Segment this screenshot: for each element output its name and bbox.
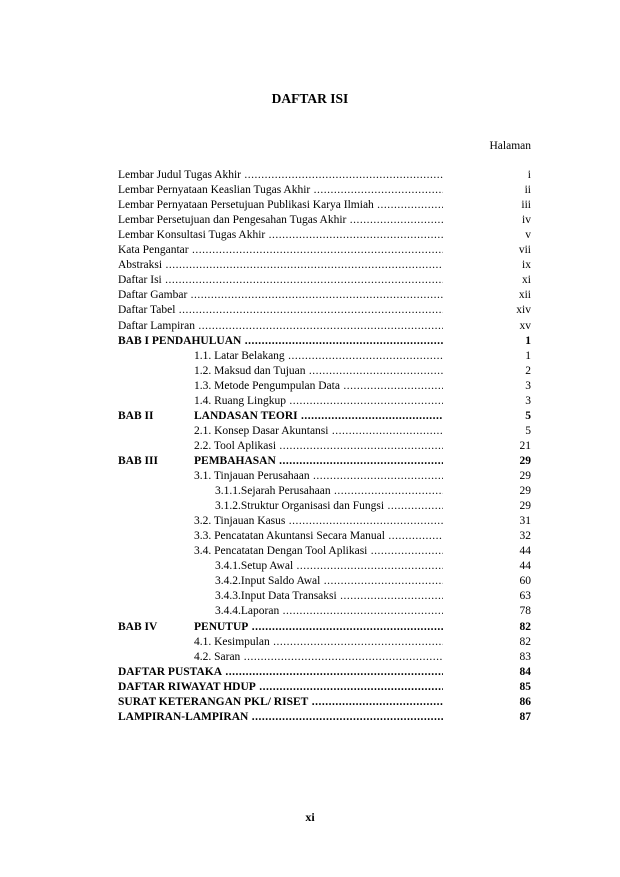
toc-entry-label: 3.1. Tinjauan Perusahaan ..... <box>194 469 443 484</box>
toc-entry-label: DAFTAR PUSTAKA ..... <box>118 665 443 680</box>
toc-entry-page: 84 <box>519 665 531 678</box>
toc-entry-page: i <box>527 169 531 181</box>
toc-chapter-number: BAB III <box>118 454 158 467</box>
toc-entry-page: iv <box>522 214 531 227</box>
toc-entry <box>118 439 531 454</box>
toc-entry-page: ix <box>522 259 531 272</box>
toc-entry-label: 1.1. Latar Belakang ..... <box>194 349 443 364</box>
toc-entry <box>118 258 531 273</box>
toc-entry <box>118 228 531 243</box>
toc-entry <box>118 273 531 288</box>
toc-entry-page: 29 <box>519 485 531 498</box>
toc-entry-label: Lembar Pernyataan Persetujuan Publikasi Karya Ilmiah ..... <box>118 198 443 213</box>
toc-entry <box>118 168 531 183</box>
toc-entry-label: 1.2. Maksud dan Tujuan ..... <box>194 364 443 379</box>
toc-chapter-number: BAB II <box>118 409 154 422</box>
toc-entry <box>118 288 531 303</box>
toc-entry-page: 5 <box>525 409 531 422</box>
toc-entry <box>118 604 531 619</box>
toc-entry-label: 3.1.2.Struktur Organisasi dan Fungsi ..... <box>215 499 443 514</box>
toc-entry <box>118 650 531 665</box>
toc-entry <box>118 349 531 364</box>
toc-entry-page: 29 <box>519 454 531 467</box>
toc-entry <box>118 499 531 514</box>
toc-entry-page: xiv <box>516 304 531 317</box>
toc-entry-page: 60 <box>519 575 531 588</box>
toc-entry <box>118 620 531 635</box>
toc-entry-label: LANDASAN TEORI ..... <box>194 409 443 424</box>
toc-chapter-number: BAB IV <box>118 620 158 633</box>
toc-entry <box>118 695 531 710</box>
toc-entry-page: 1 <box>525 349 531 362</box>
page-title: DAFTAR ISI <box>271 91 349 106</box>
toc-entry <box>118 183 531 198</box>
toc-entry <box>118 213 531 228</box>
toc-entry-label: 3.4.2.Input Saldo Awal ..... <box>215 574 443 589</box>
toc-entry-label: 1.3. Metode Pengumpulan Data ..... <box>194 379 443 394</box>
toc-entry-label: Kata Pengantar ..... <box>118 243 443 258</box>
toc-entry <box>118 334 531 349</box>
toc-entry-page: 85 <box>519 680 531 693</box>
toc-entry <box>118 514 531 529</box>
toc-entry-label: Daftar Lampiran ..... <box>118 319 443 334</box>
toc-entry-label: Daftar Tabel ..... <box>118 303 443 318</box>
toc-entry-page: xi <box>522 274 531 287</box>
toc-entry <box>118 710 531 725</box>
toc-entry-page: 31 <box>519 515 531 528</box>
toc-entry <box>118 394 531 409</box>
toc-entry <box>118 198 531 213</box>
toc-entry-page: 3 <box>525 394 531 407</box>
toc-entry <box>118 484 531 499</box>
toc-entry-page: 29 <box>519 470 531 482</box>
toc-entry <box>118 665 531 680</box>
toc-entry-page: 21 <box>519 439 531 452</box>
toc-entry-page: 1 <box>525 334 531 347</box>
toc-entry <box>118 589 531 604</box>
toc-entry-label: Lembar Pernyataan Keaslian Tugas Akhir ..... <box>118 183 443 198</box>
toc-entry-label: Abstraksi ..... <box>118 258 443 273</box>
toc-entry-page: 83 <box>519 650 531 663</box>
halaman-header: Halaman <box>489 140 531 152</box>
toc-entry-page: 63 <box>519 590 531 603</box>
toc-entry-page: xii <box>518 289 531 302</box>
toc-entry-label: DAFTAR RIWAYAT HDUP ..... <box>118 680 443 695</box>
toc-entry-label: 3.4.3.Input Data Transaksi ..... <box>215 589 443 604</box>
toc-entry-page: 82 <box>519 635 531 648</box>
toc-entry <box>118 303 531 318</box>
toc-entry-label: 1.4. Ruang Lingkup ..... <box>194 394 443 409</box>
toc-entry <box>118 529 531 544</box>
toc-entry-page: 44 <box>519 560 531 573</box>
toc-entry-label: 4.2. Saran ..... <box>194 650 443 665</box>
toc-entry <box>118 424 531 439</box>
toc-entry-label: Daftar Isi ..... <box>118 273 443 288</box>
toc-entry-label: 3.4. Pencatatan Dengan Tool Aplikasi ..... <box>194 544 443 559</box>
toc-entry-label: 3.2. Tinjauan Kasus ..... <box>194 514 443 529</box>
toc-entry-label: 3.1.1.Sejarah Perusahaan ..... <box>215 484 443 499</box>
toc-entry-page: 82 <box>519 620 531 633</box>
toc-entry-page: xv <box>519 319 531 332</box>
toc-entry-page: 2 <box>525 364 531 377</box>
toc-entry-page: 3 <box>525 379 531 392</box>
toc-entry-page: vii <box>518 244 531 257</box>
toc-entry-label: LAMPIRAN-LAMPIRAN ..... <box>118 710 443 725</box>
toc-entry <box>118 559 531 574</box>
toc-entry-page: 86 <box>519 695 531 708</box>
toc-entry-page: ii <box>524 184 531 197</box>
toc-entry-label: Lembar Persetujuan dan Pengesahan Tugas Akhir ..... <box>118 213 443 228</box>
toc-entry <box>118 635 531 650</box>
toc-entry-page: 29 <box>519 500 531 513</box>
toc-entry-label: 3.4.4.Laporan ..... <box>215 604 443 619</box>
toc-entry-label: Lembar Konsultasi Tugas Akhir ..... <box>118 228 443 243</box>
toc-entry-page: 5 <box>525 424 531 437</box>
toc-entry-page: 32 <box>519 530 531 543</box>
toc-entry-label: 2.1. Konsep Dasar Akuntansi ..... <box>194 424 443 439</box>
toc-entry-page: v <box>525 229 531 242</box>
toc-entry-page: 87 <box>519 710 531 723</box>
toc-entry <box>118 680 531 695</box>
toc-entry <box>118 409 531 424</box>
toc-entry-label: BAB I PENDAHULUAN ..... <box>118 334 443 349</box>
toc-entry-label: 3.4.1.Setup Awal ..... <box>215 559 443 574</box>
toc-entry <box>118 319 531 334</box>
toc-entry <box>118 469 531 484</box>
toc-entry <box>118 243 531 258</box>
toc-entry <box>118 454 531 469</box>
toc-entry-page: 78 <box>519 605 531 618</box>
page-number-footer: xi <box>305 810 315 824</box>
toc-entry-label: Daftar Gambar ..... <box>118 288 443 303</box>
toc-entry-label: PEMBAHASAN ..... <box>194 454 443 469</box>
toc-entry <box>118 379 531 394</box>
toc-entry-page: 44 <box>519 545 531 558</box>
toc-entry-page: iii <box>521 199 531 212</box>
toc-entry-label: PENUTUP ..... <box>194 620 443 635</box>
toc-entry-label: Lembar Judul Tugas Akhir ..... <box>118 168 443 183</box>
toc-entry-label: SURAT KETERANGAN PKL/ RISET ..... <box>118 695 443 710</box>
toc-entry <box>118 364 531 379</box>
toc-entry-label: 4.1. Kesimpulan ..... <box>194 635 443 650</box>
toc-entry <box>118 544 531 559</box>
toc-entry-label: 2.2. Tool Aplikasi ..... <box>194 439 443 454</box>
toc-entry-label: 3.3. Pencatatan Akuntansi Secara Manual ..... <box>194 529 443 544</box>
toc-entry <box>118 574 531 589</box>
